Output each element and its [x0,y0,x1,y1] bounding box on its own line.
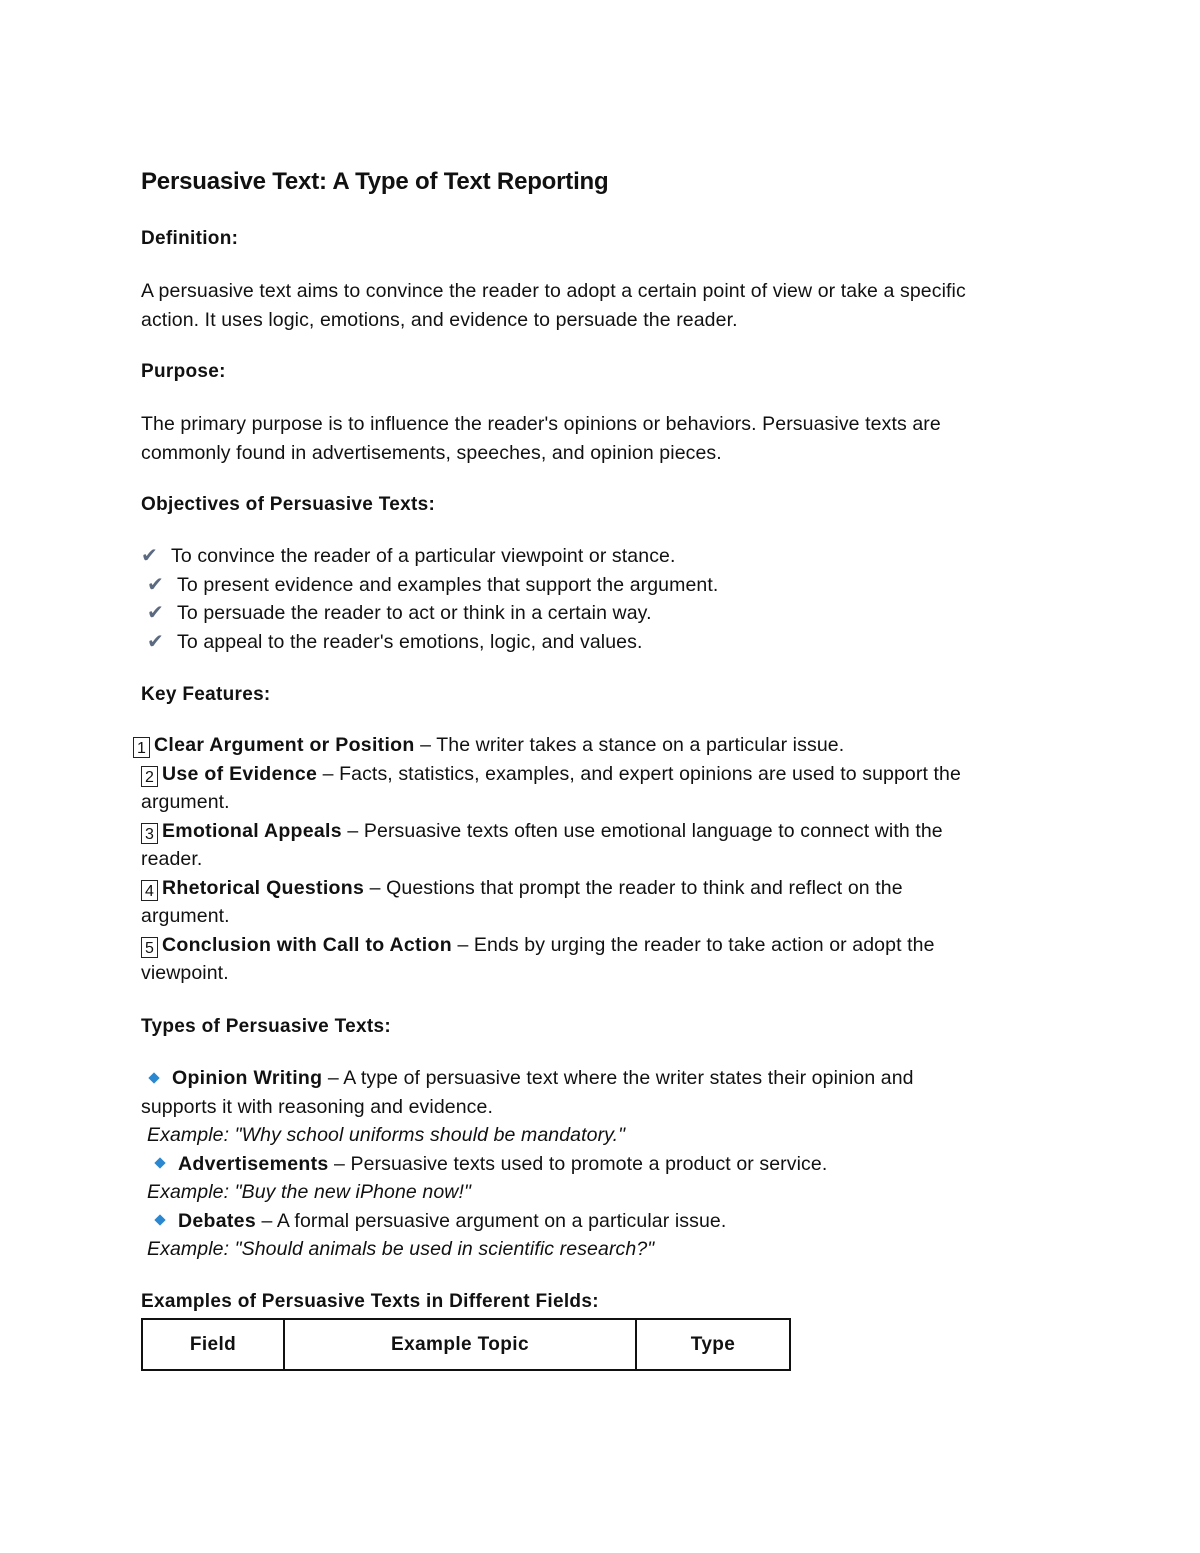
definition-line: A persuasive text aims to convince the reader to adopt a certain point of view or take a specific [141,280,966,302]
objective-text: To present evidence and examples that support the argument. [177,573,719,596]
purpose-line: The primary purpose is to influence the reader's opinions or behaviors. Persuasive texts are [141,413,941,435]
type-example [141,1178,914,1207]
list-item [133,931,961,960]
column-header: Type [636,1319,790,1370]
check-mark-icon: ✔ [141,545,158,567]
column-header: Field [142,1319,284,1370]
purpose-line: commonly found in advertisements, speeches, and opinion pieces. [141,441,722,464]
examples-heading: Examples of Persuasive Texts in Different Fields: [141,1291,599,1312]
objectives-heading: Objectives of Persuasive Texts: [141,494,436,515]
type-term: Opinion Writing [172,1067,323,1089]
feature-desc: – Persuasive texts often use emotional language to connect with the [341,819,943,842]
example-text: Example: "Buy the new iPhone now!" [147,1181,472,1203]
type-desc: – A type of persuasive text where the writer states their opinion and [322,1067,914,1089]
feature-term: Conclusion with Call to Action [162,933,452,956]
objectives-list [141,542,718,656]
check-mark-icon: ✔ [147,630,164,653]
list-item [141,1150,914,1179]
objective-text: To persuade the reader to act or think in a certain way. [177,602,652,624]
check-mark-icon: ✔ [147,573,164,596]
definition-line: action. It uses logic, emotions, and evidence to persuade the reader. [141,308,738,331]
feature-desc: – Facts, statistics, examples, and expert opinions are used to support the [317,762,961,785]
blue-diamond-icon [154,1215,165,1226]
list-item [133,817,961,846]
table-header-row [142,1319,790,1370]
type-desc: – A formal persuasive argument on a particular issue. [255,1209,727,1232]
list-item [141,1064,914,1093]
blue-diamond-icon [148,1072,159,1083]
list-item [141,1207,914,1236]
number-box-icon: 2 [141,766,158,787]
feature-continuation: argument. [141,791,230,813]
definition-heading: Definition: [141,228,239,249]
type-example [141,1235,914,1264]
feature-term: Emotional Appeals [162,819,342,842]
types-list [141,1064,914,1264]
list-item [133,760,961,789]
list-item [133,731,961,760]
list-item [141,542,718,571]
feature-term: Clear Argument or Position [154,734,415,756]
objective-text: To appeal to the reader's emotions, logic, and values. [177,630,643,653]
definition-paragraph [141,277,966,334]
purpose-paragraph [141,410,941,467]
example-text: Example: "Should animals be used in scientific research?" [147,1238,655,1260]
features-list [133,731,961,988]
type-term: Advertisements [178,1152,329,1175]
number-box-icon: 3 [141,823,158,844]
feature-term: Rhetorical Questions [162,876,365,899]
feature-term: Use of Evidence [162,762,318,785]
list-item [141,628,718,657]
type-example [141,1121,914,1150]
blue-diamond-icon [154,1158,165,1169]
type-continuation: supports it with reasoning and evidence. [141,1095,493,1118]
types-heading: Types of Persuasive Texts: [141,1016,391,1037]
objective-text: To convince the reader of a particular viewpoint or stance. [171,545,676,567]
type-term: Debates [178,1209,256,1232]
feature-continuation: argument. [141,905,230,927]
example-text: Example: "Why school uniforms should be mandatory." [147,1124,626,1146]
feature-desc: – Questions that prompt the reader to think and reflect on the [364,876,903,899]
number-box-icon: 4 [141,880,158,901]
feature-desc: – The writer takes a stance on a particular issue. [414,734,845,756]
column-header: Example Topic [284,1319,636,1370]
number-box-icon: 1 [133,737,150,758]
list-item [133,874,961,903]
examples-table [141,1318,791,1371]
purpose-heading: Purpose: [141,361,226,382]
number-box-icon: 5 [141,937,158,958]
feature-continuation: reader. [141,848,203,870]
list-item [141,599,718,628]
type-desc: – Persuasive texts used to promote a product or service. [328,1152,828,1175]
feature-continuation: viewpoint. [141,962,229,984]
page-title: Persuasive Text: A Type of Text Reporting [141,168,609,195]
features-heading: Key Features: [141,684,271,705]
list-item [141,571,718,600]
feature-desc: – Ends by urging the reader to take action or adopt the [451,933,935,956]
check-mark-icon: ✔ [147,602,164,624]
